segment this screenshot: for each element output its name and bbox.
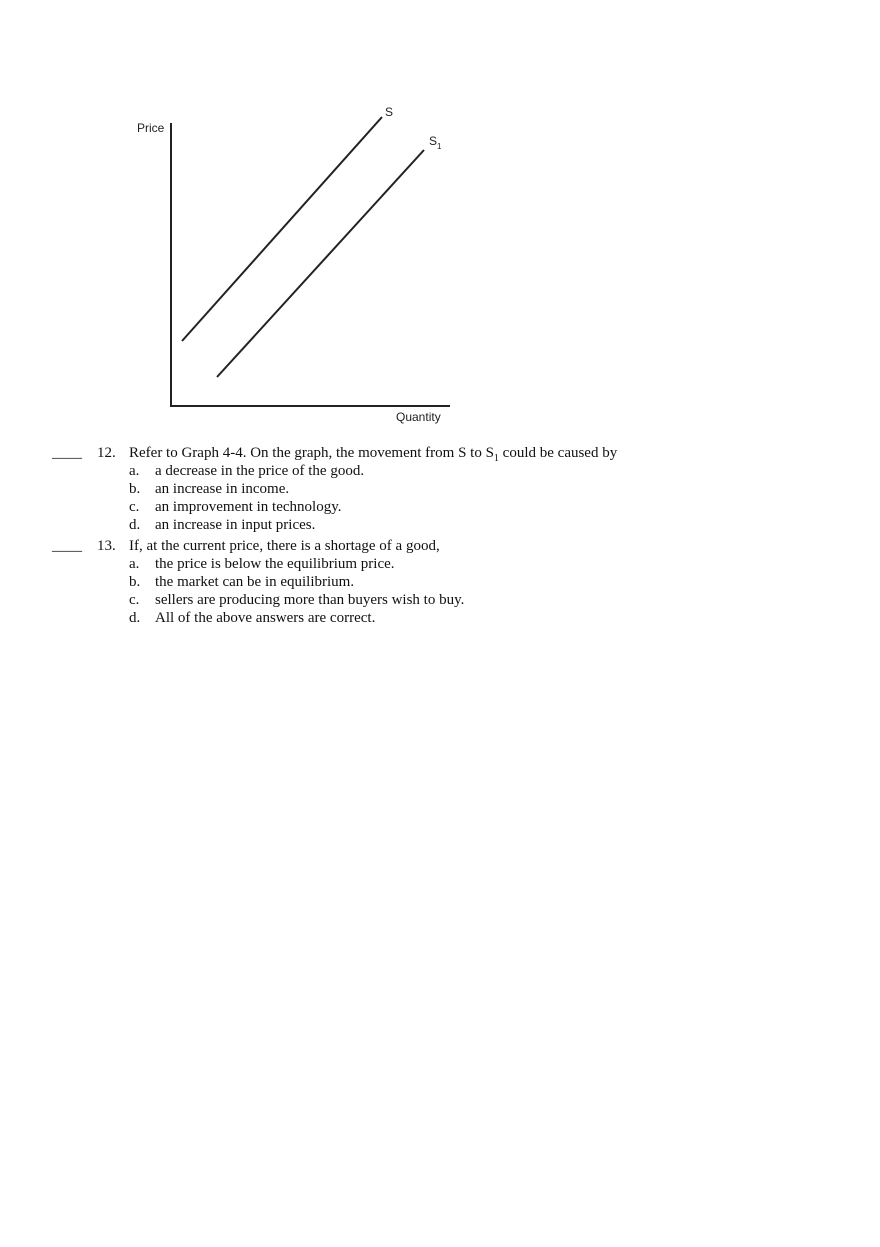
- answer-blank[interactable]: ____: [52, 538, 82, 554]
- answer-blank[interactable]: ____: [52, 445, 82, 461]
- supply-shift-graph: [120, 95, 480, 435]
- answer-option-b[interactable]: [0, 573, 880, 591]
- question-text: [129, 444, 617, 462]
- supply-curve-s1: [217, 150, 424, 377]
- option-text: the price is below the equilibrium price.: [155, 556, 395, 572]
- curve-s1-label: S: [429, 134, 438, 148]
- option-letter: a.: [129, 463, 140, 479]
- question-text: If, at the current price, there is a shortage of a good,: [129, 538, 440, 554]
- answer-option-c[interactable]: [0, 498, 880, 516]
- option-text: an improvement in technology.: [155, 499, 342, 515]
- option-text: the market can be in equilibrium.: [155, 574, 355, 590]
- question-number: 12.: [97, 445, 116, 461]
- option-letter: b.: [129, 481, 141, 497]
- question-13: [0, 537, 880, 627]
- question-stem: [0, 444, 880, 462]
- option-text: an increase in income.: [155, 481, 290, 497]
- option-letter: d.: [129, 517, 141, 533]
- subscript: 1: [493, 453, 499, 464]
- x-axis-label: Quantity: [396, 410, 441, 424]
- curve-s1-label-subscript: 1: [437, 142, 442, 151]
- question-12: [0, 444, 880, 534]
- y-axis-label: Price: [137, 121, 165, 135]
- option-text: a decrease in the price of the good.: [155, 463, 365, 479]
- option-letter: c.: [129, 499, 140, 515]
- answer-option-d[interactable]: [0, 609, 880, 627]
- answer-option-a[interactable]: [0, 555, 880, 573]
- answer-option-d[interactable]: [0, 516, 880, 534]
- answer-option-b[interactable]: [0, 480, 880, 498]
- answer-option-c[interactable]: [0, 591, 880, 609]
- question-stem: [0, 537, 880, 555]
- option-text: All of the above answers are correct.: [155, 610, 376, 626]
- question-text-part: Refer to Graph 4-4. On the graph, the movement from S to S: [129, 445, 494, 461]
- question-text-part: could be caused by: [498, 445, 618, 461]
- option-letter: a.: [129, 556, 140, 572]
- answer-option-a[interactable]: [0, 462, 880, 480]
- option-letter: b.: [129, 574, 141, 590]
- curve-s-label: S: [385, 105, 394, 119]
- option-letter: c.: [129, 592, 140, 608]
- option-text: sellers are producing more than buyers wish to buy.: [155, 592, 465, 608]
- option-letter: d.: [129, 610, 141, 626]
- question-number: 13.: [97, 538, 116, 554]
- option-text: an increase in input prices.: [155, 517, 316, 533]
